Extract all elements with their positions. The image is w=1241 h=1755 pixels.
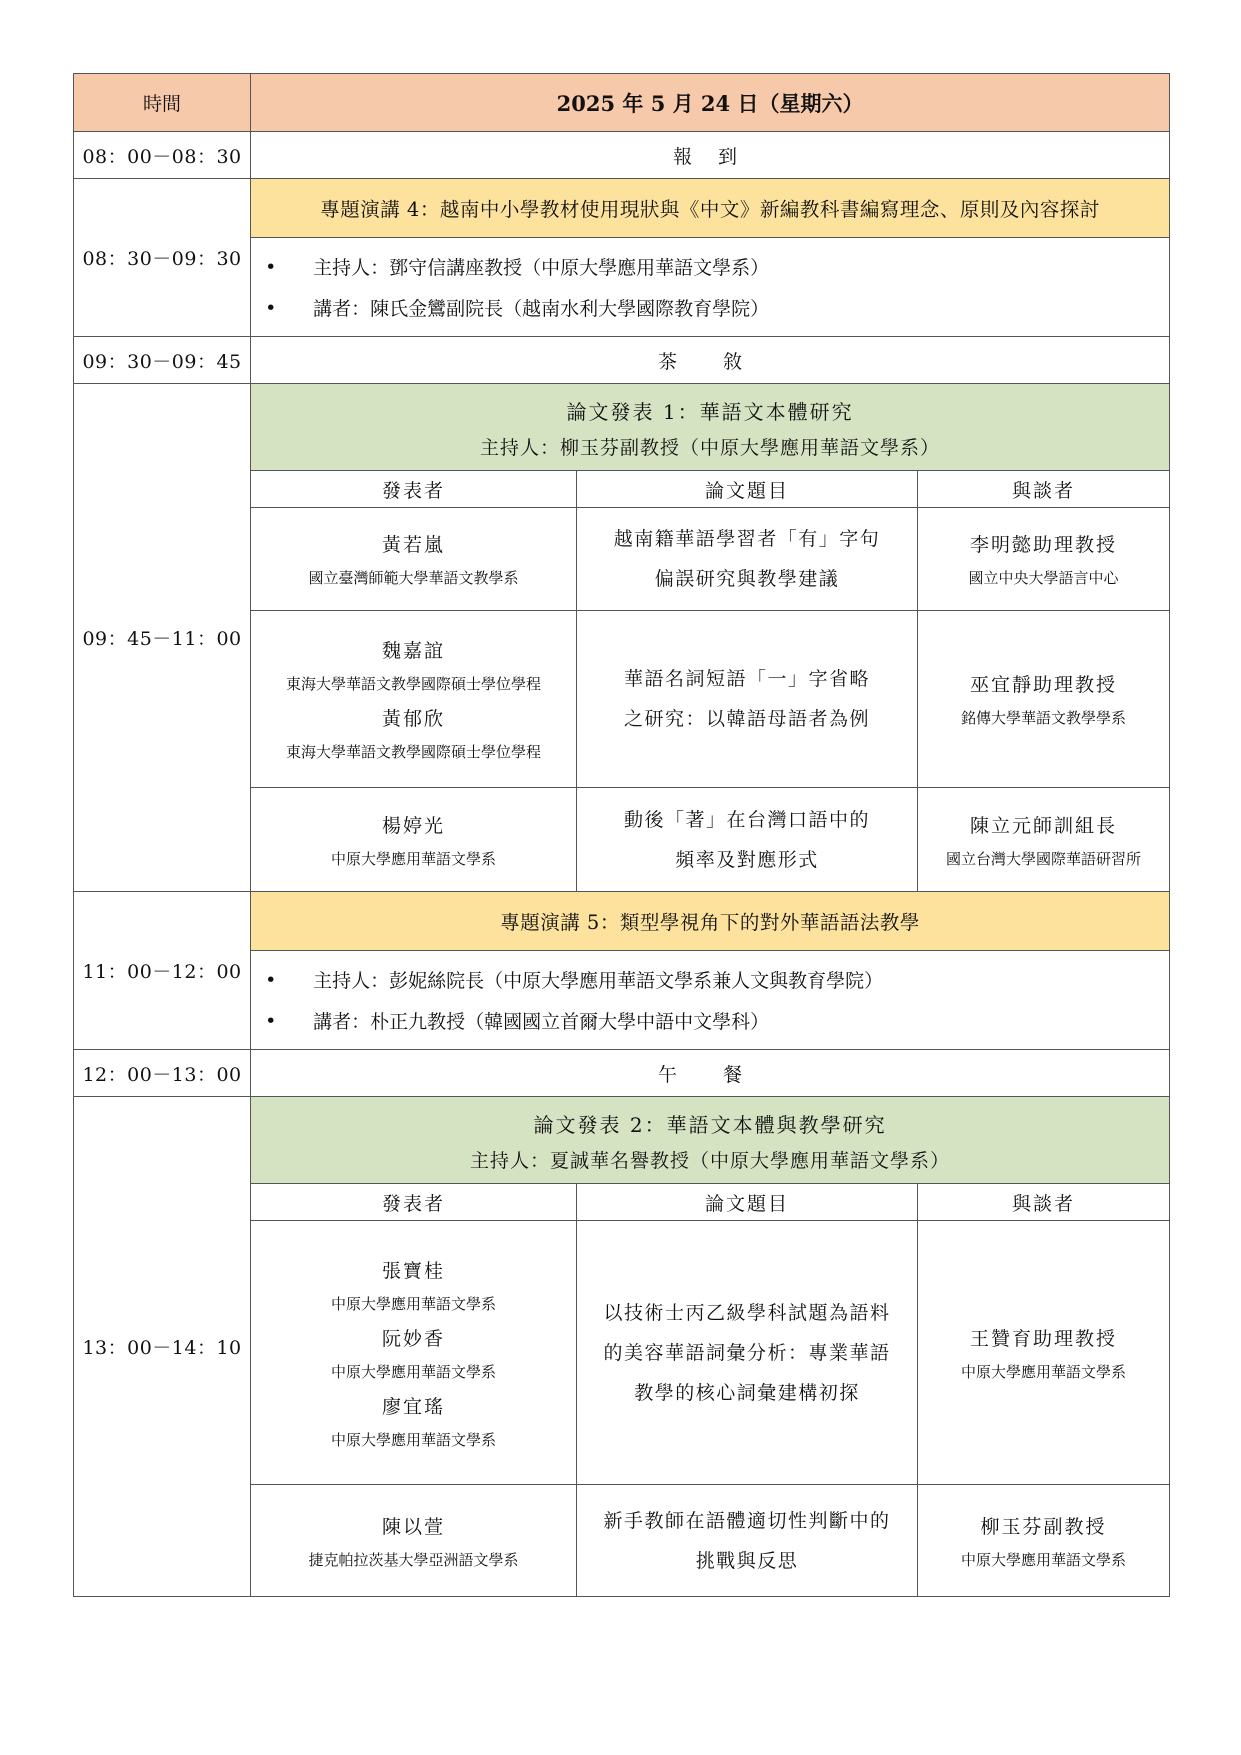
paper-title-line: 的美容華語詞彙分析：專業華語 (603, 1341, 891, 1364)
paper-title-line: 挑戰與反思 (695, 1549, 799, 1572)
spacer (255, 1382, 572, 1392)
bullet-icon: • (265, 255, 277, 278)
discussant-name: 巫宜靜助理教授 (969, 674, 1117, 696)
session-1-title: 論文發表 1：華語文本體研究 (566, 400, 854, 424)
presenter-affiliation: 捷克帕拉茨基大學亞洲語文學系 (308, 1550, 519, 1569)
presenter-affiliation: 中原大學應用華語文學系 (331, 1362, 497, 1381)
discussant-affiliation: 中原大學應用華語文學系 (960, 1550, 1126, 1569)
list-item (265, 287, 1159, 328)
keynote-4-title: 專題演講 4：越南中小學教材使用現狀與《中文》新編教科書編寫理念、原則及內容探討 (251, 179, 1170, 238)
presenter-name: 廖宜瑤 (382, 1395, 446, 1418)
session-2-title: 論文發表 2：華語文本體與教學研究 (533, 1113, 887, 1137)
discussant-column-header: 與談者 (917, 1184, 1169, 1221)
discussant-affiliation: 國立台灣大學國際華語研習所 (945, 849, 1141, 868)
time-cell: 08：00－08：30 (74, 132, 251, 179)
keynote-5-speaker: 講者：朴正九教授（韓國國立首爾大學中語中文學科） (313, 1011, 770, 1033)
presenter-name: 阮妙香 (382, 1327, 446, 1350)
session-2-header (251, 1097, 1170, 1184)
presenter-name: 楊婷光 (382, 814, 446, 837)
date-header: 2025 年 5 月 24 日（星期六） (251, 74, 1170, 132)
tea-break-label: 茶 敘 (251, 337, 1170, 384)
discussant-affiliation: 國立中央大學語言中心 (968, 569, 1119, 587)
keynote-5-details (251, 951, 1170, 1050)
keynote-4-title-row (74, 179, 1170, 238)
discussant-cell (917, 611, 1169, 788)
bullet-icon: • (265, 968, 277, 991)
keynote-5-title-row (74, 892, 1170, 951)
paper-title-cell (576, 1221, 917, 1485)
discussant-name: 陳立元師訓組長 (969, 814, 1117, 837)
paper-title-line: 華語名詞短語「一」字省略 (623, 668, 870, 690)
discussant-affiliation: 銘傳大學華語文教學學系 (960, 709, 1126, 727)
schedule-table (73, 73, 1170, 1597)
presenter-name: 陳以萱 (382, 1515, 446, 1538)
lunch-label: 午 餐 (251, 1050, 1170, 1097)
presenter-affiliation: 中原大學應用華語文學系 (331, 849, 497, 868)
discussant-name: 李明懿助理教授 (969, 534, 1117, 556)
paper-title-line: 偏誤研究與教學建議 (654, 568, 840, 590)
discussant-cell (917, 1485, 1169, 1597)
paper-title-line: 動後「著」在台灣口語中的 (623, 808, 870, 831)
session-2-host: 主持人：夏誠華名譽教授（中原大學應用華語文學系） (470, 1150, 951, 1172)
discussant-cell (917, 1221, 1169, 1485)
presenter-name: 黃郁欣 (382, 708, 446, 730)
session-2-head-row (74, 1097, 1170, 1184)
tea-break-row (74, 337, 1170, 384)
time-cell: 09：30－09：45 (74, 337, 251, 384)
presenter-column-header: 發表者 (251, 471, 577, 508)
keynote-4-host: 主持人：鄧守信講座教授（中原大學應用華語文學系） (313, 257, 770, 279)
discussant-affiliation: 中原大學應用華語文學系 (960, 1362, 1126, 1381)
list-item (265, 1000, 1159, 1041)
presenter-cell (251, 508, 577, 611)
spacer (255, 694, 572, 704)
paper-title-line: 之研究：以韓語母語者為例 (623, 708, 870, 730)
paper-column-header: 論文題目 (576, 1184, 917, 1221)
time-cell: 12：00－13：00 (74, 1050, 251, 1097)
presenter-affiliation: 中原大學應用華語文學系 (331, 1430, 497, 1449)
keynote-5-title: 專題演講 5：類型學視角下的對外華語語法教學 (251, 892, 1170, 951)
bullet-icon: • (265, 296, 277, 319)
presenter-cell (251, 1485, 577, 1597)
paper-title-line: 以技術士丙乙級學科試題為語料 (603, 1301, 891, 1324)
paper-title-cell (576, 788, 917, 892)
session-1-header (251, 384, 1170, 471)
presenter-affiliation: 國立臺灣師範大學華語文教學系 (308, 569, 519, 587)
presenter-cell (251, 788, 577, 892)
keynote-5-host: 主持人：彭妮絲院長（中原大學應用華語文學系兼人文與教育學院） (313, 970, 884, 992)
discussant-cell (917, 788, 1169, 892)
registration-row (74, 132, 1170, 179)
registration-label: 報 到 (251, 132, 1170, 179)
time-cell: 09：45－11：00 (74, 384, 251, 892)
presenter-cell (251, 611, 577, 788)
time-cell: 08：30－09：30 (74, 179, 251, 337)
paper-title-line: 教學的核心詞彙建構初探 (634, 1381, 860, 1404)
presenter-name: 張寶桂 (382, 1259, 446, 1282)
presenter-cell (251, 1221, 577, 1485)
presenter-affiliation: 中原大學應用華語文學系 (331, 1294, 497, 1313)
time-cell: 13：00－14：10 (74, 1097, 251, 1597)
keynote-4-speaker: 講者：陳氏金鸞副院長（越南水利大學國際教育學院） (313, 298, 770, 320)
discussant-column-header: 與談者 (917, 471, 1169, 508)
session-1-host: 主持人：柳玉芬副教授（中原大學應用華語文學系） (480, 437, 941, 459)
paper-title-cell (576, 1485, 917, 1597)
session-1-head-row (74, 384, 1170, 471)
paper-column-header: 論文題目 (576, 471, 917, 508)
discussant-cell (917, 508, 1169, 611)
discussant-name: 王贊育助理教授 (969, 1327, 1117, 1350)
paper-title-line: 頻率及對應形式 (675, 848, 819, 871)
list-item (265, 246, 1159, 287)
header-row (74, 74, 1170, 132)
paper-title-line: 越南籍華語學習者「有」字句 (613, 528, 881, 550)
presenter-column-header: 發表者 (251, 1184, 577, 1221)
keynote-4-details (251, 238, 1170, 337)
time-column-header: 時間 (74, 74, 251, 132)
time-cell: 11：00－12：00 (74, 892, 251, 1050)
paper-title-line: 新手教師在語體適切性判斷中的 (603, 1509, 891, 1532)
bullet-icon: • (265, 1009, 277, 1032)
list-item (265, 959, 1159, 1000)
paper-title-cell (576, 508, 917, 611)
discussant-name: 柳玉芬副教授 (980, 1515, 1107, 1538)
presenter-name: 黃若嵐 (382, 534, 446, 556)
presenter-name: 魏嘉誼 (382, 640, 446, 662)
presenter-affiliation: 東海大學華語文教學國際碩士學位學程 (286, 743, 542, 761)
lunch-row (74, 1050, 1170, 1097)
presenter-affiliation: 東海大學華語文教學國際碩士學位學程 (286, 675, 542, 693)
paper-title-cell (576, 611, 917, 788)
spacer (255, 1314, 572, 1324)
